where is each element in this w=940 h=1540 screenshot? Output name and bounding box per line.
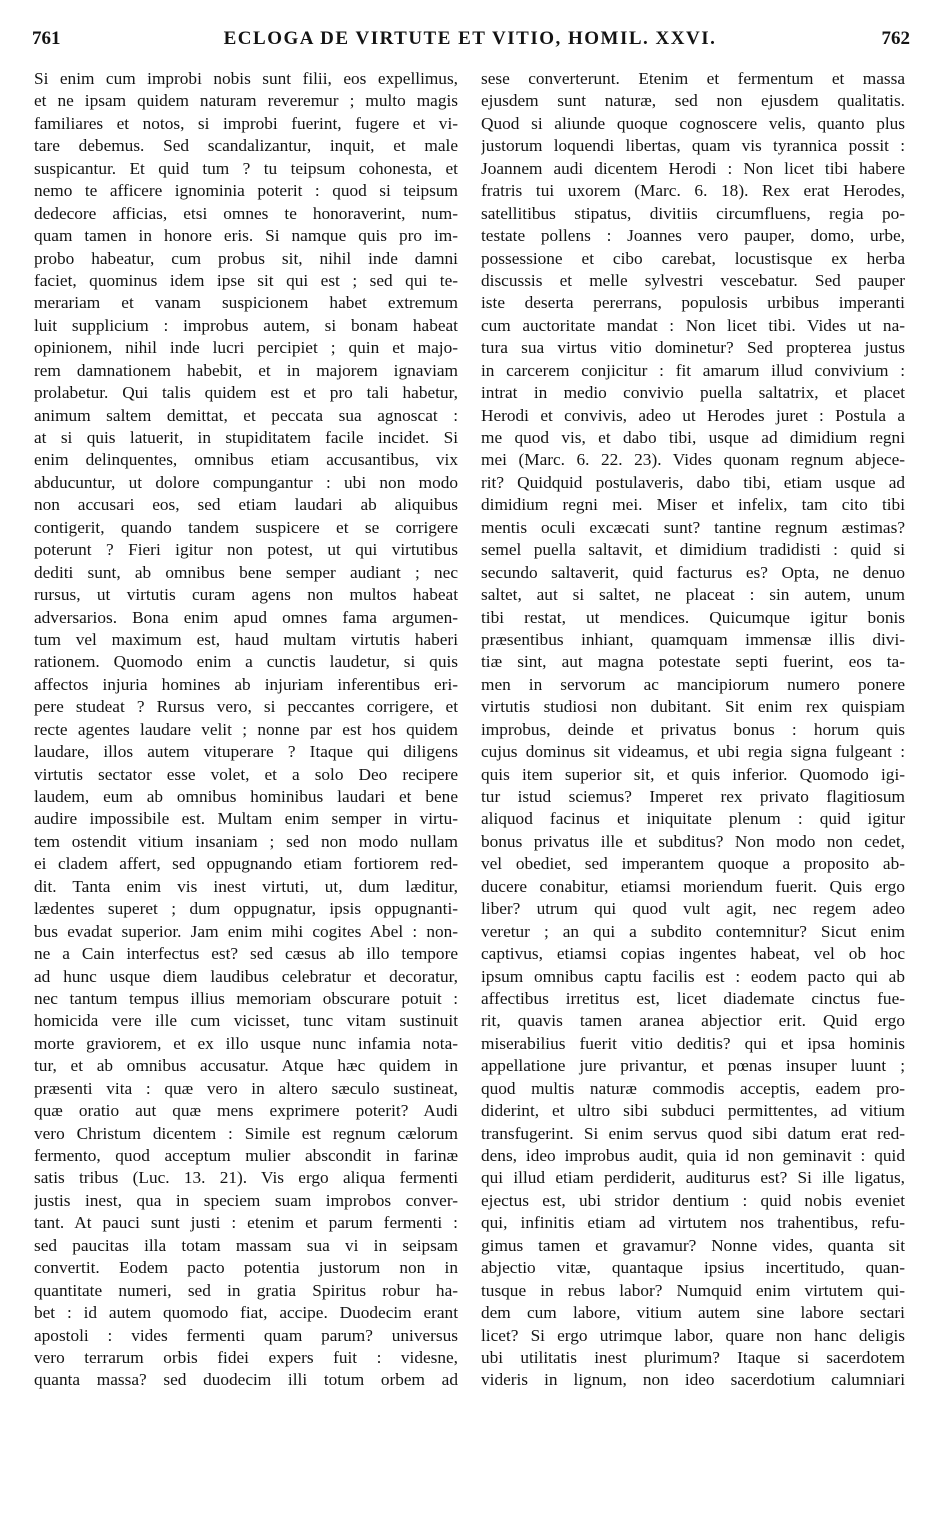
- text-line: improbus, deinde et privatus bonus : horum quis: [481, 719, 905, 739]
- text-line: pere studeat ? Rursus vero, si peccantes corrigere, et: [34, 697, 458, 717]
- text-line: in carcerem conjicitur : fit amarum illud convivium :: [481, 360, 905, 380]
- text-line: Herodi et convivis, adeo ut Herodes juret : Postula a: [481, 405, 905, 425]
- text-line: tare debemus. Sed scandalizantur, inquit, et male: [34, 136, 458, 156]
- text-line: quanta massa? sed duodecim illi totum orbem ad: [34, 1370, 458, 1390]
- text-line: sese converterunt. Etenim et fermentum et massa: [481, 69, 905, 88]
- text-line: lædentes superet ; dum oppugnatur, ipsis oppugnanti-: [34, 899, 458, 919]
- text-line: at si quis latuerit, in stupiditatem facile incidet. Si: [34, 428, 458, 447]
- text-line: secundo saltaverit, quid facturus es? Opta, ne denuo: [481, 562, 905, 582]
- text-line: recte agentes laudare velit ; nonne par est hos quidem: [34, 719, 458, 739]
- text-line: bus evadat superior. Jam enim mihi cogites Abel : non-: [34, 921, 458, 941]
- text-line: merariam et vanam suspicionem habet extremum: [34, 293, 458, 313]
- text-line: possessione et cibo carebat, locustisque ex herba: [481, 248, 905, 268]
- text-line: bonus privatus ille et subditus? Non modo non cedet,: [481, 831, 905, 851]
- text-line: convertit. Eodem pacto potentia justorum non in: [34, 1258, 458, 1278]
- text-line: dediti sunt, ab omnibus bene semper audiant ; nec: [34, 562, 458, 582]
- text-line: testate pollens : Joannes vero pauper, domo, urbe,: [481, 226, 905, 246]
- page-number-left: 761: [32, 28, 61, 49]
- text-line: videris in lignum, non ideo sacerdotium calumniari: [481, 1370, 905, 1390]
- text-line: justorum loquendi libertas, quam vis tyrannica possit :: [481, 136, 905, 156]
- text-line: familiares et notos, si improbi fuerint, fugere et vi-: [34, 113, 458, 133]
- text-line: quod multis naturæ commodis acceptis, eadem pro-: [481, 1078, 905, 1098]
- text-line: cum auctoritate mandat : Non licet tibi. Vides ut na-: [481, 315, 905, 335]
- text-line: tibi restat, ut mendices. Quicumque igitur bonis: [481, 607, 905, 627]
- text-line: dit. Tanta enim vis inest virtuti, ut, dum læditur,: [34, 876, 458, 896]
- text-line: non accusari eos, sed etiam laudari ab aliquibus: [34, 495, 458, 515]
- text-line: mentis oculi excæcati sunt? tantine regnum æstimas?: [481, 517, 905, 537]
- running-header: [28, 28, 912, 58]
- text-line: veretur ; an qui a subdito contemnitur? Sicut enim: [481, 921, 905, 941]
- text-line: me quod vis, et dabo tibi, usque ad dimidium regni: [481, 428, 905, 447]
- text-line: tum vel maximum est, haud multam virtutis haberi: [34, 629, 458, 649]
- text-line: nec tantum tempus illius memoriam obscurare potuit :: [34, 988, 458, 1008]
- text-line: ejectus est, ubi stridor dentium : quid nobis eveniet: [481, 1190, 905, 1210]
- text-line: men in servorum ac mancipiorum numero ponere: [481, 674, 905, 694]
- text-line: aliquod facinus et iniquitate plenum : quid igitur: [481, 809, 905, 829]
- text-line: dem cum labore, vitium autem sine labore sectari: [481, 1303, 905, 1323]
- text-line: quantitate numeri, sed in gratia Spiritus robur ha-: [34, 1280, 458, 1300]
- running-title: ECLOGA DE VIRTUTE ET VITIO, HOMIL. XXVI.: [223, 28, 717, 49]
- text-line: poterunt ? Fieri igitur non potest, ut qui virtutibus: [34, 540, 458, 560]
- text-line: bet : id autem quomodo fiat, accipe. Duodecim erant: [34, 1303, 458, 1323]
- text-line: præsentibus inhiant, quamquam immensæ illis divi-: [481, 629, 905, 649]
- text-line: luit supplicium : improbus autem, si bonam habeat: [34, 315, 458, 335]
- text-line: mei (Marc. 6. 22. 23). Vides quonam regnum abjece-: [481, 450, 905, 470]
- text-line: adversarios. Bona enim apud omnes fama argumen-: [34, 607, 458, 627]
- text-line: Si enim cum improbi nobis sunt filii, eos expellimus,: [34, 69, 458, 88]
- text-line: vero terrarum orbis fidei expers fuit : videsne,: [34, 1347, 458, 1367]
- text-line: tusque in rebus labor? Numquid enim virtutem qui-: [481, 1280, 905, 1300]
- text-line: affectos injuria homines ab injuriam inferentibus eri-: [34, 674, 458, 694]
- text-line: justis inest, qua in speciem suam improbos conver-: [34, 1190, 458, 1210]
- text-line: rit? Quidquid postulaveris, dabo tibi, etiam usque ad: [481, 472, 905, 492]
- text-line: homicida vere ille cum vicisset, tunc vitam sustinuit: [34, 1011, 458, 1031]
- text-line: diderint, et ultro sibi subduci permittentes, ad vitium: [481, 1101, 905, 1121]
- text-line: saltet, aut si saltet, ne placeat : sin autem, unum: [481, 585, 905, 605]
- page-number-right: 762: [881, 28, 910, 49]
- text-line: appellatione jure privantur, et pœnas insuper luunt ;: [481, 1056, 905, 1076]
- text-line: affectibus irretitus est, licet diademate cinctus fue-: [481, 988, 905, 1008]
- text-line: faciet, quominus idem ipse sit qui est ; sed qui te-: [34, 270, 458, 290]
- text-line: sed paucitas illa totam massam sua vi in seipsam: [34, 1235, 458, 1255]
- text-line: rursus, ut virtutis curam agens non multos habeat: [34, 585, 458, 605]
- text-line: laudem, eum ab omnibus hominibus laudari et bene: [34, 787, 458, 806]
- text-line: probo habeatur, cum probus sit, nihil inde damni: [34, 248, 458, 268]
- text-line: audire impossibile est. Multam enim semper in virtu-: [34, 809, 458, 829]
- text-line: apostoli : vides fermenti quam parum? universus: [34, 1325, 458, 1345]
- text-line: ad hunc usque diem laudibus celebratur et decoratur,: [34, 966, 458, 986]
- text-line: morte graviorem, et ex illo usque nunc infamia nota-: [34, 1033, 458, 1053]
- text-line: ejusdem sunt naturæ, sed non ejusdem qualitatis.: [481, 91, 905, 111]
- text-line: abducuntur, ut dolore compungantur : ubi non modo: [34, 472, 458, 492]
- text-line: rationem. Quomodo enim a cunctis laudetur, si quis: [34, 652, 458, 672]
- text-line: tant. At pauci sunt justi : etenim et parum fermenti :: [34, 1213, 458, 1233]
- text-line: transfugerint. Si enim servus quod sibi datum erat red-: [481, 1123, 905, 1143]
- text-line: Joannem audi dicentem Herodi : Non licet tibi habere: [481, 158, 905, 178]
- text-line: ubi utilitatis inest plurimum? Itaque si sacerdotem: [481, 1347, 905, 1367]
- text-line: tur, et ab omnibus accusatur. Atque hæc quidem in: [34, 1056, 458, 1076]
- text-line: tiæ sint, aut magna potestate septi fuerint, eos ta-: [481, 652, 905, 672]
- text-line: intrat in medio convivio puella saltatrix, et placet: [481, 383, 905, 403]
- text-line: opinionem, nihil inde lucri percipiet ; quin et majo-: [34, 338, 458, 358]
- text-line: fermento, quod acceptum mulier abscondit in farinæ: [34, 1146, 458, 1165]
- text-line: miserabilius fuerit vitio deditis? qui et ipsa hominis: [481, 1033, 905, 1053]
- text-line: discussis et melle sylvestri vescebatur. Sed pauper: [481, 270, 905, 290]
- text-line: satellitibus stipatus, divitiis circumfluens, regia po-: [481, 203, 905, 223]
- text-line: tem ostendit vitium insaniam ; sed non modo nullam: [34, 831, 458, 851]
- text-line: quæ oratio aut quæ mens exprimere poterit? Audi: [34, 1101, 458, 1121]
- text-line: tur istud sciemus? Imperet rex privato flagitiosum: [481, 787, 905, 806]
- text-line: nemo te afficere ignominia poterit : quod si teipsum: [34, 181, 458, 201]
- text-line: animum saltem demittat, et peccata sua agnoscat :: [34, 405, 458, 425]
- text-line: rem damnationem habebit, et in majorem ignaviam: [34, 360, 458, 380]
- text-line: ducere conabitur, etiamsi moriendum fuerit. Quis ergo: [481, 876, 905, 896]
- text-line: quam tamen in honore eris. Si namque quis pro im-: [34, 226, 458, 246]
- text-line: dedecore afficias, etsi omnes te honoraverint, num-: [34, 203, 458, 223]
- text-line: Quod si aliunde quoque cognoscere velis, quanto plus: [481, 113, 905, 133]
- text-line: dimidium regni mei. Miser et infelix, tam cito tibi: [481, 495, 905, 515]
- text-line: satis tribus (Luc. 13. 21). Vis ergo aliqua fermenti: [34, 1168, 458, 1188]
- text-line: qui illud etiam perdiderit, auditurus est? Si ille ligatus,: [481, 1168, 905, 1188]
- text-line: et ne ipsam quidem naturam reveremur ; multo magis: [34, 91, 458, 111]
- text-line: enim delinquentes, omnibus etiam accusantibus, vix: [34, 450, 458, 470]
- text-line: suspicantur. Et quid tum ? tu teipsum cohonesta, et: [34, 158, 458, 178]
- text-line: iste deserta pererrans, populosis urbibus imperanti: [481, 293, 905, 313]
- text-line: vel obediet, sed imperantem quoque a proposito ab-: [481, 854, 905, 874]
- right-text-column: [481, 68, 905, 1512]
- text-line: semel puella saltavit, et dimidium tradidisti : quid si: [481, 540, 905, 560]
- text-line: licet? Si ergo utrimque labor, quare non hanc deligis: [481, 1325, 905, 1345]
- text-line: dens, ideo improbus audit, quia id non geminavit : quid: [481, 1146, 905, 1165]
- text-line: vero Christum dicentem : Simile est regnum cælorum: [34, 1123, 458, 1143]
- text-line: quis item superior sit, et quis inferior. Quomodo igi-: [481, 764, 905, 784]
- text-line: ei cladem affert, sed oppugnando etiam fortiorem red-: [34, 854, 458, 874]
- text-line: gimus tamen et gravamur? Nonne vides, quanta sit: [481, 1235, 905, 1255]
- left-text-column: [34, 68, 458, 1512]
- text-line: contigerit, quando tandem suspicere et se corrigere: [34, 517, 458, 537]
- text-line: cujus dominus sit videamus, et ubi regia signa fulgeant :: [481, 742, 905, 762]
- text-line: fratris tui uxorem (Marc. 6. 18). Rex erat Herodes,: [481, 181, 905, 201]
- text-line: ne a Cain interfectus est? sed cæsus ab illo tempore: [34, 944, 458, 964]
- text-line: ipsum omnibus captu facilis est : eodem pacto qui ab: [481, 966, 905, 986]
- text-line: virtutis sectator esse volet, et a solo Deo recipere: [34, 764, 458, 784]
- text-line: abjectio vitæ, quantaque ipsius incertitudo, quan-: [481, 1258, 905, 1278]
- text-line: captivus, etiamsi copias ingentes habeat, vel ob hoc: [481, 944, 905, 964]
- text-line: virtutis studiosi non dubitant. Sit enim rex quispiam: [481, 697, 905, 717]
- text-line: qui, infinitis etiam ad virtutem nos trahentibus, refu-: [481, 1213, 905, 1233]
- text-line: liber? utrum qui quod vult agit, nec regem adeo: [481, 899, 905, 919]
- text-line: prolabetur. Qui talis quidem est et pro tali habetur,: [34, 383, 458, 403]
- text-line: rit, quavis tamen aranea abjectior erit. Quid ergo: [481, 1011, 905, 1031]
- text-line: laudare, illos autem vituperare ? Itaque qui diligens: [34, 742, 458, 762]
- text-line: tura sua virtus vitio dominetur? Sed propterea justus: [481, 338, 905, 358]
- text-line: præsenti vita : quæ vero in altero sæculo sustineat,: [34, 1078, 458, 1098]
